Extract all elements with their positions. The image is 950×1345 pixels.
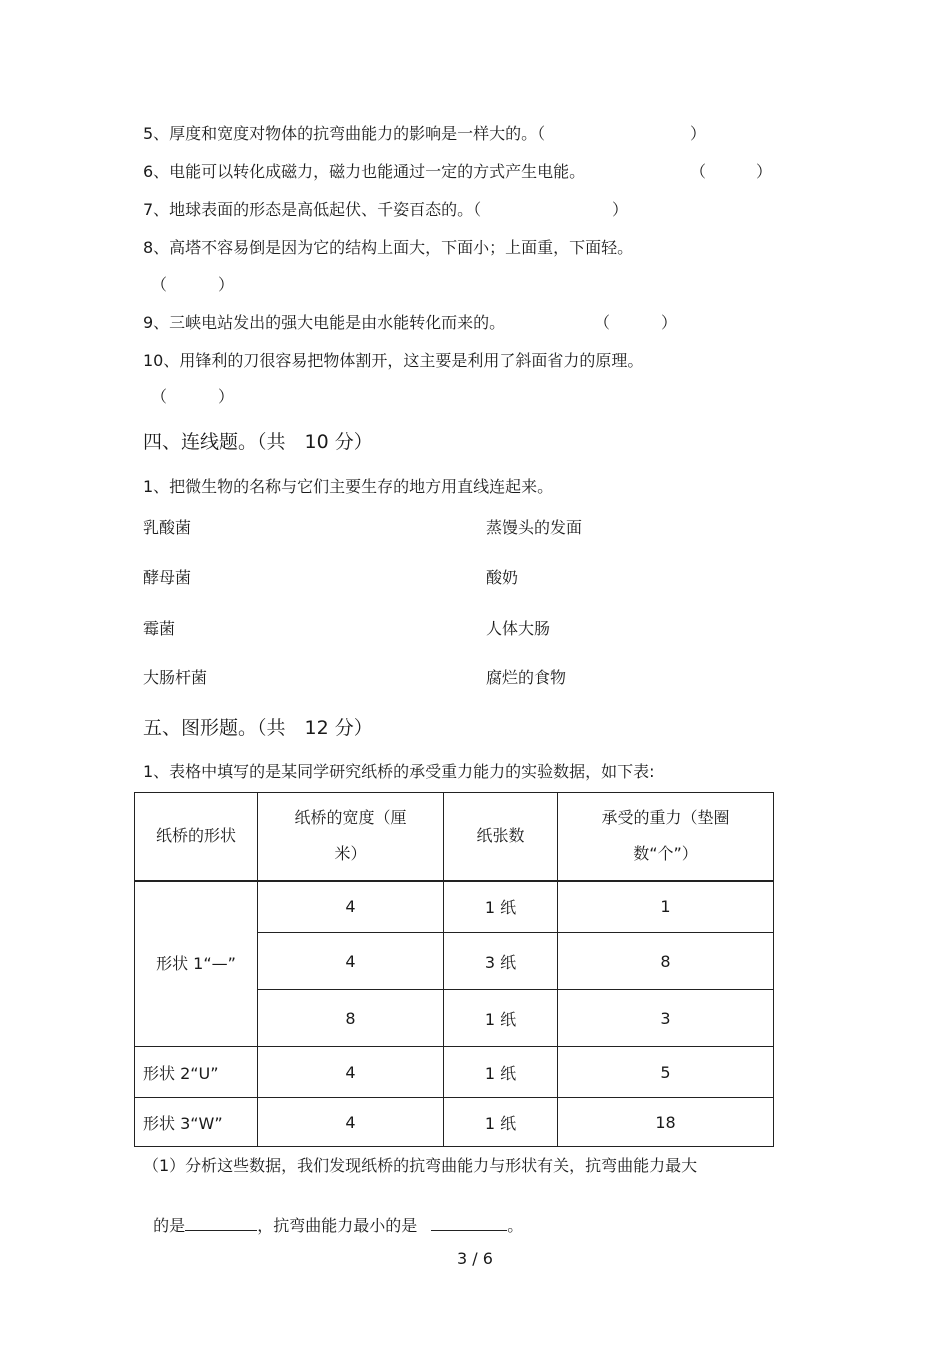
page-number: 3 / 6	[457, 1249, 493, 1268]
weight-cell: 8	[558, 933, 774, 990]
tf-item-10-paren-open: （	[151, 387, 168, 406]
tf-item-9-paren-close: ）	[661, 313, 678, 332]
answer-blank-max[interactable]	[185, 1214, 257, 1231]
sub-question-end: 。	[507, 1216, 524, 1235]
tf-item-9: 9、三峡电站发出的强大电能是由水能转化而来的。	[143, 313, 506, 332]
tf-item-5: 5、厚度和宽度对物体的抗弯曲能力的影响是一样大的。（	[143, 124, 546, 143]
shape-2-cell: 形状 2“U”	[135, 1047, 258, 1098]
width-cell: 8	[258, 990, 444, 1047]
weight-cell: 5	[558, 1047, 774, 1098]
tf-item-6-paren-close: ）	[756, 162, 773, 181]
section-5-heading: 五、图形题。（共 12 分）	[143, 717, 373, 739]
tf-item-6-paren-open: （	[690, 162, 707, 181]
sheets-cell: 1 纸	[444, 1047, 558, 1098]
match-right-item: 腐烂的食物	[486, 668, 567, 687]
match-right-item: 蒸馒头的发面	[486, 518, 583, 537]
tf-item-8: 8、高塔不容易倒是因为它的结构上面大，下面小；上面重，下面轻。	[143, 238, 634, 257]
tf-item-10: 10、用锋利的刀很容易把物体割开，这主要是利用了斜面省力的原理。	[143, 351, 644, 370]
tf-item-7: 7、地球表面的形态是高低起伏、千姿百态的。（	[143, 200, 482, 219]
header-weight: 承受的重力（垫圈数“个”）	[558, 793, 774, 881]
match-left-item: 霉菌	[143, 619, 176, 638]
section-4-heading: 四、连线题。（共 10 分）	[143, 431, 373, 453]
tf-item-5-paren-close: ）	[690, 124, 707, 143]
width-cell: 4	[258, 1098, 444, 1147]
table-row	[135, 881, 774, 933]
header-width: 纸桥的宽度（厘米）	[258, 793, 444, 881]
tf-item-7-paren-close: ）	[612, 200, 629, 219]
tf-item-6: 6、电能可以转化成磁力，磁力也能通过一定的方式产生电能。	[143, 162, 586, 181]
weight-cell: 18	[558, 1098, 774, 1147]
table-row	[135, 1098, 774, 1147]
sub-question-1-line-2	[143, 1194, 523, 1236]
width-cell: 4	[258, 933, 444, 990]
match-left-item: 大肠杆菌	[143, 668, 208, 687]
weight-cell: 1	[558, 881, 774, 933]
weight-cell: 3	[558, 990, 774, 1047]
sub-question-1: （1）分析这些数据，我们发现纸桥的抗弯曲能力与形状有关，抗弯曲能力最大	[143, 1156, 698, 1175]
sub-question-text-b: ，抗弯曲能力最小的是	[257, 1216, 418, 1235]
match-right-item: 酸奶	[486, 568, 519, 587]
sheets-cell: 3 纸	[444, 933, 558, 990]
tf-item-9-paren-open: （	[594, 313, 611, 332]
sheets-cell: 1 纸	[444, 1098, 558, 1147]
match-left-item: 酵母菌	[143, 568, 192, 587]
width-cell: 4	[258, 881, 444, 933]
header-shape: 纸桥的形状	[135, 793, 258, 881]
table-row	[135, 1047, 774, 1098]
match-left-item: 乳酸菌	[143, 518, 192, 537]
sheets-cell: 1 纸	[444, 881, 558, 933]
shape-3-cell: 形状 3“W”	[135, 1098, 258, 1147]
sub-question-text-a: 的是	[153, 1216, 186, 1235]
tf-item-8-paren-close: ）	[218, 275, 235, 294]
answer-blank-min[interactable]	[431, 1214, 507, 1231]
paper-bridge-table	[134, 792, 774, 1147]
width-cell: 4	[258, 1047, 444, 1098]
tf-item-10-paren-close: ）	[218, 387, 235, 406]
match-right-item: 人体大肠	[486, 619, 551, 638]
table-header-row	[135, 793, 774, 881]
header-sheets: 纸张数	[444, 793, 558, 881]
sheets-cell: 1 纸	[444, 990, 558, 1047]
section-5-question: 1、表格中填写的是某同学研究纸桥的承受重力能力的实验数据，如下表:	[143, 762, 655, 781]
shape-1-cell: 形状 1“—”	[135, 881, 258, 1047]
tf-item-8-paren-open: （	[151, 275, 168, 294]
section-4-question: 1、把微生物的名称与它们主要生存的地方用直线连起来。	[143, 477, 554, 496]
